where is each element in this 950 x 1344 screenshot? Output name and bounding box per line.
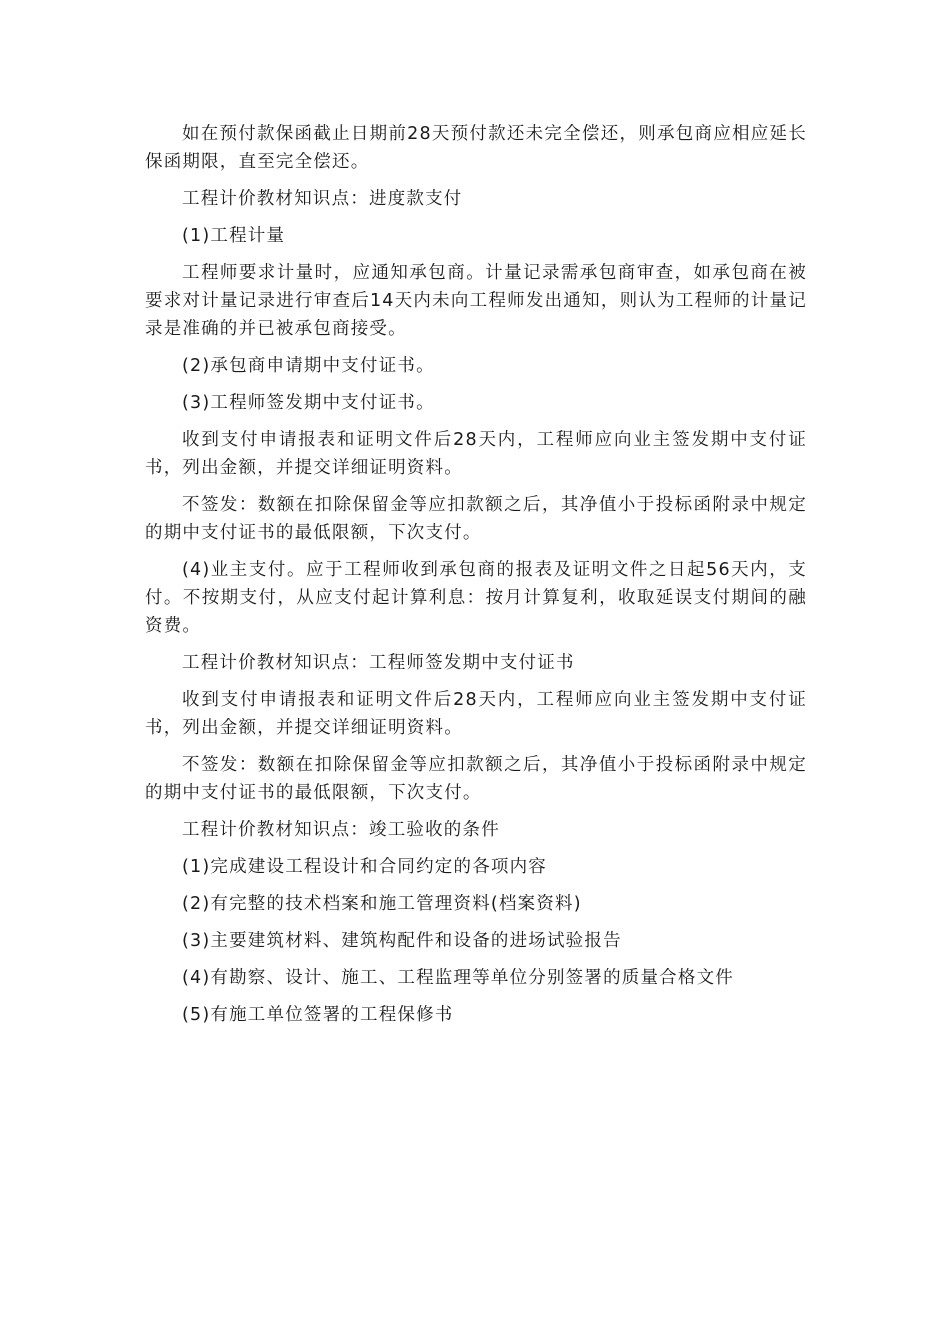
heading-progress-payment: 工程计价教材知识点：进度款支付 [182, 189, 463, 209]
condition-item-1: (1)完成建设工程设计和合同约定的各项内容 [182, 857, 547, 877]
condition-item-4: (4)有勘察、设计、施工、工程监理等单位分别签署的质量合格文件 [182, 968, 734, 988]
condition-item-2: (2)有完整的技术档案和施工管理资料(档案资料) [182, 894, 582, 914]
paragraph-no-issue-2: 不签发：数额在扣除保留金等应扣款额之后，其净值小于投标函附录中规定的期中支付证书的最低限额，下次支付。 [145, 755, 807, 803]
condition-item-5: (5)有施工单位签署的工程保修书 [182, 1005, 454, 1025]
paragraph-certificate-issue: 收到支付申请报表和证明文件后28天内，工程师应向业主签发期中支付证书，列出金额，并提交详细证明资料。 [145, 430, 807, 478]
item-measurement: (1)工程计量 [182, 226, 286, 246]
paragraph-measurement: 工程师要求计量时，应通知承包商。计量记录需承包商审查，如承包商在被要求对计量记录进行审查后14天内未向工程师发出通知，则认为工程师的计量记录是准确的并已被承包商接受。 [145, 263, 807, 339]
item-contractor-application: (2)承包商申请期中支付证书。 [182, 356, 435, 376]
heading-engineer-certificate: 工程计价教材知识点：工程师签发期中支付证书 [182, 653, 575, 673]
paragraph-advance-guarantee: 如在预付款保函截止日期前28天预付款还未完全偿还，则承包商应相应延长保函期限，直至完全偿还。 [145, 124, 807, 172]
condition-item-3: (3)主要建筑材料、建筑构配件和设备的进场试验报告 [182, 931, 622, 951]
item-employer-payment: (4)业主支付。应于工程师收到承包商的报表及证明文件之日起56天内，支付。不按期支付，从应支付起计算利息：按月计算复利，收取延误支付期间的融资费。 [145, 560, 807, 636]
item-engineer-certificate: (3)工程师签发期中支付证书。 [182, 393, 435, 413]
paragraph-no-issue: 不签发：数额在扣除保留金等应扣款额之后，其净值小于投标函附录中规定的期中支付证书的最低限额，下次支付。 [145, 495, 807, 543]
document-body [145, 120, 807, 1038]
heading-completion-conditions: 工程计价教材知识点：竣工验收的条件 [182, 820, 500, 840]
paragraph-certificate-issue-2: 收到支付申请报表和证明文件后28天内，工程师应向业主签发期中支付证书，列出金额，并提交详细证明资料。 [145, 690, 807, 738]
